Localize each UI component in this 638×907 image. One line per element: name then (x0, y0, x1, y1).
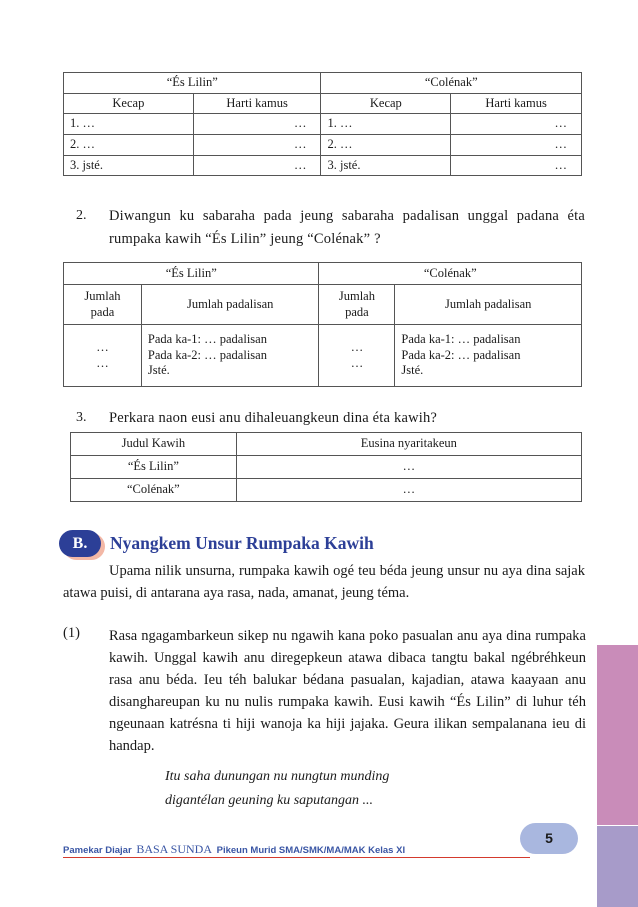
badge-label: B. (59, 530, 101, 557)
cell: … (193, 114, 321, 135)
table-header-row (64, 263, 582, 285)
list-number: (1) (63, 625, 80, 641)
poem-line: digantélan geuning ku saputangan ... (165, 793, 374, 808)
header-es-lilin: “És Lilin” (64, 263, 319, 285)
line: Jsté. (147, 363, 170, 378)
footer-divider (63, 857, 530, 858)
jumlah-label: Jumlah (84, 288, 121, 303)
footer-post: Pikeun Murid SMA/SMK/MA/MAK Kelas XI (216, 845, 406, 856)
header-es-lilin: “És Lilin” (64, 73, 321, 94)
cell: 3. jsté. (64, 155, 194, 176)
cell: 1. … (321, 114, 451, 135)
section-title: Nyangkem Unsur Rumpaka Kawih (110, 533, 374, 553)
cell-judul: “Colénak” (71, 479, 237, 502)
page-number: 5 (520, 823, 578, 854)
cell-judul: “És Lilin” (71, 456, 237, 479)
subheader-jumlah-padalisan: Jumlah padalisan (395, 285, 582, 325)
header-colenak: “Colénak” (319, 263, 582, 285)
line: Pada ka-2: … padalisan (147, 347, 267, 362)
subheader-jumlah-padalisan: Jumlah padalisan (141, 285, 319, 325)
line: Pada ka-1: … padalisan (401, 332, 521, 347)
footer-pre: Pamekar Diajar (63, 845, 132, 856)
intro-paragraph: Upama nilik unsurna, rumpaka kawih ogé teu béda jeung unsur nu aya dina sajak atawa puisi, di antarana aya rasa, nada, amanat, jeung téma. (63, 563, 585, 601)
pada-label: pada (90, 304, 115, 319)
vocab-table (63, 72, 582, 176)
list-text: Rasa ngagambarkeun sikep nu ngawih kana poko pasualan anu aya dina rumpaka kawih. Unggal kawih anu diregepkeun atawa dibaca tangtu bakal ngébréhkeun rasa anu béda. Ieu téh balukar bédana pasualan, kajadian, atawa kaayaan anu disanghareupan ku nu nulis rumpaka kawih. Eusi kawih “És Lilin” di luhur téh ngeunaan katrésna ti hiji wanoja ka hiji jajaka. Geura ilikan sempalanana ieu di handap. (109, 628, 586, 754)
subheader-jumlah-pada (64, 285, 142, 325)
line: Pada ka-1: … padalisan (147, 332, 267, 347)
table-row (64, 134, 582, 155)
table-row (64, 114, 582, 135)
header-judul: Judul Kawih (71, 433, 237, 456)
cell-dots (319, 325, 395, 387)
table-subheader-row (64, 93, 582, 114)
poem-line: Itu saha dunungan nu nungtun munding (165, 769, 390, 784)
subheader-jumlah-pada (319, 285, 395, 325)
table-header-row (64, 73, 582, 94)
cell: … (451, 114, 582, 135)
table-row (64, 325, 582, 387)
question-text: Perkara naon eusi anu dihaleuangkeun dina éta kawih? (109, 410, 438, 426)
footer (63, 842, 405, 857)
sidebar-decoration (597, 826, 638, 907)
cell-eusi: … (236, 456, 581, 479)
footer-book: BASA SUNDA (136, 842, 212, 856)
cell: … (193, 134, 321, 155)
dots: … (96, 339, 109, 354)
table-row (64, 155, 582, 176)
table-row (71, 456, 582, 479)
section-badge (59, 530, 104, 559)
cell: … (451, 134, 582, 155)
cell-eusi: … (236, 479, 581, 502)
dots: … (96, 355, 109, 370)
header-eusi: Eusina nyaritakeun (236, 433, 581, 456)
header-colenak: “Colénak” (321, 73, 582, 94)
subheader-harti: Harti kamus (193, 93, 321, 114)
cell-padalisan (141, 325, 319, 387)
cell: … (193, 155, 321, 176)
cell: 2. … (321, 134, 451, 155)
dots: … (350, 339, 364, 354)
table-row (71, 479, 582, 502)
line: Pada ka-2: … padalisan (401, 347, 521, 362)
sidebar-decoration (597, 645, 638, 825)
cell: … (451, 155, 582, 176)
subheader-harti: Harti kamus (451, 93, 582, 114)
content-table (70, 432, 582, 502)
cell-dots (64, 325, 142, 387)
cell-padalisan (395, 325, 582, 387)
question-number: 2. (76, 208, 87, 223)
question-text: Diwangun ku sabaraha pada jeung sabaraha padalisan unggal padana éta rumpaka kawih “És Lilin” jeung “Colénak” ? (109, 208, 585, 247)
jumlah-label: Jumlah (338, 288, 375, 303)
pada-label: pada (345, 304, 369, 319)
cell: 3. jsté. (321, 155, 451, 176)
subheader-kecap: Kecap (64, 93, 194, 114)
cell: 1. … (64, 114, 194, 135)
table-header-row (71, 433, 582, 456)
subheader-kecap: Kecap (321, 93, 451, 114)
cell: 2. … (64, 134, 194, 155)
line: Jsté. (401, 363, 424, 378)
dots: … (350, 355, 364, 370)
question-number: 3. (76, 410, 87, 425)
stanza-table (63, 262, 582, 387)
table-subheader-row (64, 285, 582, 325)
